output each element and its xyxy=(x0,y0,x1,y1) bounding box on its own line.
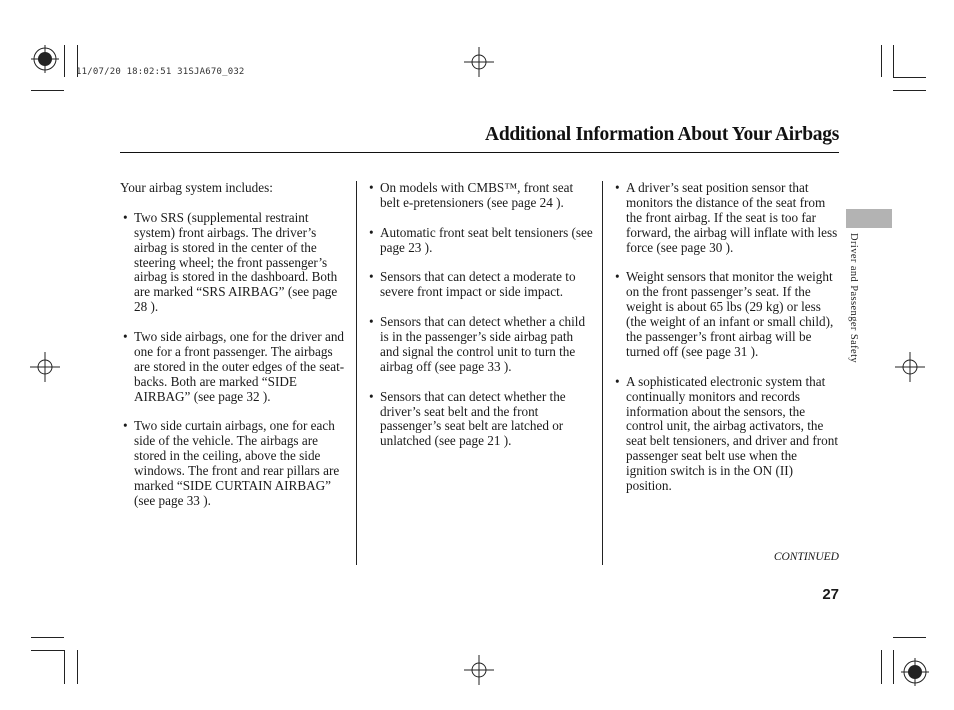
list-item: • Sensors that can detect whether the driver’s seat belt and the front passenger’s seat belt are latched or unlatched (see page 21 ). xyxy=(369,388,566,449)
column-1 xyxy=(120,181,348,524)
column-divider xyxy=(356,181,357,565)
continued-label: CONTINUED xyxy=(773,551,839,563)
title-rule xyxy=(120,152,839,153)
list-item: • Weight sensors that monitor the weight on the front passenger’s seat. If the weight is about 65 lbs (29 kg) or less (the weight of an infant or small child), the passenger’s front airbag will be turned off (see page 31 ). xyxy=(615,269,834,359)
crosshair-icon xyxy=(464,47,494,77)
print-stamp: 11/07/20 18:02:51 31SJA670_032 xyxy=(76,67,245,77)
list-item: • Sensors that can detect whether a child is in the passenger’s side airbag path and signal the control unit to turn the airbag off (see page 33 ). xyxy=(369,314,586,374)
list-item: • Two SRS (supplemental restraint system) front airbags. The driver’s airbag is stored in the center of the steering wheel; the front passenger’s airbag is stored in the dashboard. Both are marked “SRS AIRBAG” (see page 28 ). xyxy=(123,209,338,315)
crosshair-icon xyxy=(464,655,494,685)
column-divider xyxy=(602,181,603,565)
list-item: • Two side curtain airbags, one for each side of the vehicle. The airbags are stored in the ceiling, above the side windows. The front and rear pillars are marked “SIDE CURTAIN AIRBAG” (see page 33 ). xyxy=(123,418,340,508)
crosshair-icon xyxy=(30,352,60,382)
column-3 xyxy=(612,181,840,509)
registration-target-icon xyxy=(900,657,930,687)
intro-text: Your airbag system includes: xyxy=(120,180,273,195)
page-number: 27 xyxy=(822,586,839,603)
list-item: • Sensors that can detect a moderate to severe front impact or side impact. xyxy=(369,269,576,300)
list-item: • Automatic front seat belt tensioners (see page 23 ). xyxy=(369,224,593,255)
list-item: • A driver’s seat position sensor that monitors the distance of the seat from the front airbag. If the seat is too far forward, the airbag will inflate with less force (see page 30 ). xyxy=(615,180,838,255)
page-title: Additional Information About Your Airbags xyxy=(485,124,839,145)
section-label: Driver and Passenger Safety xyxy=(848,233,859,364)
column-2 xyxy=(366,181,594,464)
registration-target-icon xyxy=(30,44,60,74)
list-item: • Two side airbags, one for the driver and one for a front passenger. The airbags are stored in the outer edges of the seat-backs. Both are marked “SIDE AIRBAG” (see page 32 ). xyxy=(123,329,345,404)
section-tab xyxy=(846,209,892,228)
list-item: • On models with CMBS™, front seat belt e-pretensioners (see page 24 ). xyxy=(369,180,574,210)
list-item: • A sophisticated electronic system that continually monitors and records information about the sensors, the control unit, the airbag activators, the seat belt tensioners, and driver and front passenger seat belt use when the ignition switch is in the ON (II) position. xyxy=(615,373,839,494)
crosshair-icon xyxy=(895,352,925,382)
